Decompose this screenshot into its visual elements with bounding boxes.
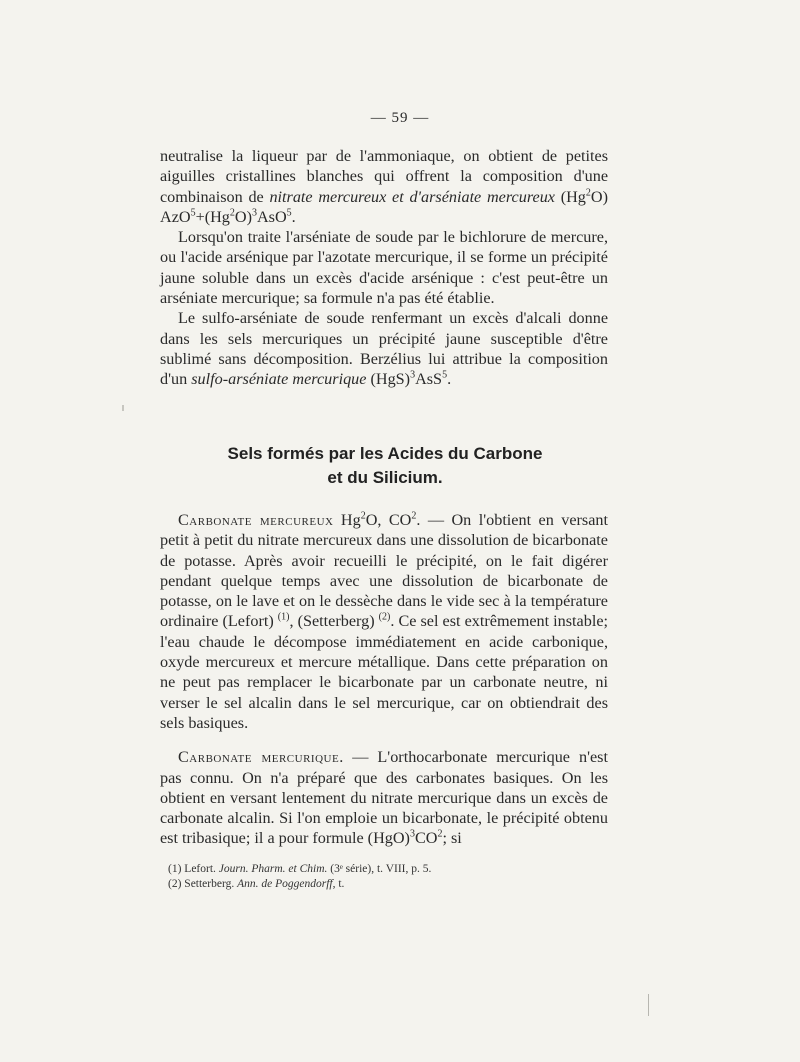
- italic-compound-name: nitrate mercureux et d'arséniate mercureux: [269, 187, 555, 206]
- paragraph-nitrate-arseniate: [160, 146, 608, 227]
- formula-part: CO: [414, 829, 438, 848]
- superscript: 5: [190, 207, 196, 219]
- superscript: 3: [409, 829, 415, 841]
- formula-part: O) AzO: [160, 187, 608, 226]
- formula-part: .: [291, 207, 296, 226]
- page-number: — 59 —: [370, 110, 430, 126]
- section-heading-line-2: et du Silicium.: [327, 468, 443, 487]
- footnote-source: Ann. de Poggendorff: [237, 877, 333, 890]
- text-run: Le sulfo-arséniate de soude renfermant un excès d'alcali donne dans les sels mercuriques un précipité jaune susceptible d'être sublimé sans décomposition. Berzélius lui attribue la composition d'un: [160, 309, 608, 389]
- text-run: , (Setterberg): [289, 612, 379, 631]
- footnote-1: [168, 862, 608, 877]
- superscript: 2: [585, 187, 591, 199]
- superscript: 3: [251, 207, 257, 219]
- footnote-2: [168, 877, 608, 892]
- formula-part: (HgS): [366, 370, 411, 389]
- footnote-ref: (2): [378, 612, 391, 624]
- formula-part: AsS: [415, 370, 443, 389]
- entry-title: Carbonate mercurique: [178, 748, 340, 767]
- formula-part: Hg: [333, 511, 361, 529]
- paragraph-sulfo-arseniate: [160, 308, 608, 389]
- text-run: neutralise la liqueur par de l'ammoniaque, on obtient de petites aiguilles cristallines blanches qui offrent la composition d'une combinaison de: [160, 147, 608, 206]
- footnote-number: (2): [168, 877, 182, 890]
- footnote-source: Journ. Pharm. et Chim.: [218, 863, 328, 875]
- footnote-ref: (1): [277, 612, 290, 624]
- footnote-detail: (3ᵉ série), t. VIII, p. 5.: [327, 863, 432, 875]
- formula-part: .: [447, 370, 452, 389]
- paragraph-carbonate-mercurique: [160, 747, 608, 848]
- footnote-number: (1): [168, 863, 182, 875]
- formula-part: (Hg: [554, 187, 586, 206]
- section-heading-line-1: Sels formés par les Acides du Carbone: [227, 444, 543, 463]
- superscript: 2: [360, 510, 366, 522]
- superscript: 2: [229, 207, 235, 219]
- paragraph-arseniate-soude: Lorsqu'on traite l'arséniate de soude par le bichlorure de mercure, ou l'acide arsénique par l'azotate mercurique, il se forme un précipité jaune soluble dans un excès d'acide arsénique : c'est peut-être un arséniate mercurique; sa formule n'a pas été établie.: [160, 228, 608, 308]
- text-block-lower: [160, 510, 608, 849]
- text-run: . — On l'obtient en versant petit à petit du nitrate mercureux dans une dissolution de bicarbonate de potasse. Après avoir recueilli le précipité, on le fait digérer pendant quelque temps avec une dissolution de bicarbonate de potasse, on le lave et on le dessèche dans le vide sec à la température ordinaire (Lefort): [160, 511, 608, 631]
- section-heading: [150, 442, 620, 490]
- italic-compound-name: sulfo-arséniate mercurique: [191, 370, 367, 389]
- footnote-author: Setterberg.: [181, 877, 238, 890]
- paragraph-carbonate-mercureux: [160, 510, 608, 733]
- superscript: 2: [437, 829, 443, 841]
- superscript: 2: [411, 510, 417, 522]
- formula-part: O, CO: [365, 511, 412, 529]
- formula-part: +(Hg: [195, 207, 230, 226]
- scan-speck: [122, 405, 124, 411]
- footnotes: [168, 862, 608, 891]
- text-run: . — L'orthocarbonate mercurique n'est pas connu. On n'a préparé que des carbonates basiques. On les obtient en versant lentement du nitrate mercurique dans un excès de carbonate alcalin. Si l'on emploie un bicarbonate, le précipité obtenu est tribasique; il a pour formule (HgO): [160, 748, 608, 848]
- formula-part: O): [234, 207, 252, 226]
- text-run: ; si: [442, 829, 462, 848]
- footnote-author: Lefort.: [181, 863, 219, 875]
- scan-margin-mark: [648, 994, 649, 1016]
- text-block-upper: [160, 146, 608, 390]
- superscript: 5: [442, 369, 448, 381]
- superscript: 3: [410, 369, 416, 381]
- footnote-detail: , t.: [332, 877, 345, 890]
- formula-part: AsO: [256, 207, 287, 226]
- text-run: . Ce sel est extrêmement instable; l'eau chaude le décompose immédiatement en acide carbonique, oxyde mercureux et mercure métallique. Dans cette préparation on ne peut pas remplacer le bicarbonate par un carbonate neutre, ni verser le sel alcalin dans le sel mercurique, car on obtiendrait des sels basiques.: [160, 612, 609, 732]
- entry-title: Carbonate mercureux: [178, 511, 334, 529]
- superscript: 5: [286, 207, 292, 219]
